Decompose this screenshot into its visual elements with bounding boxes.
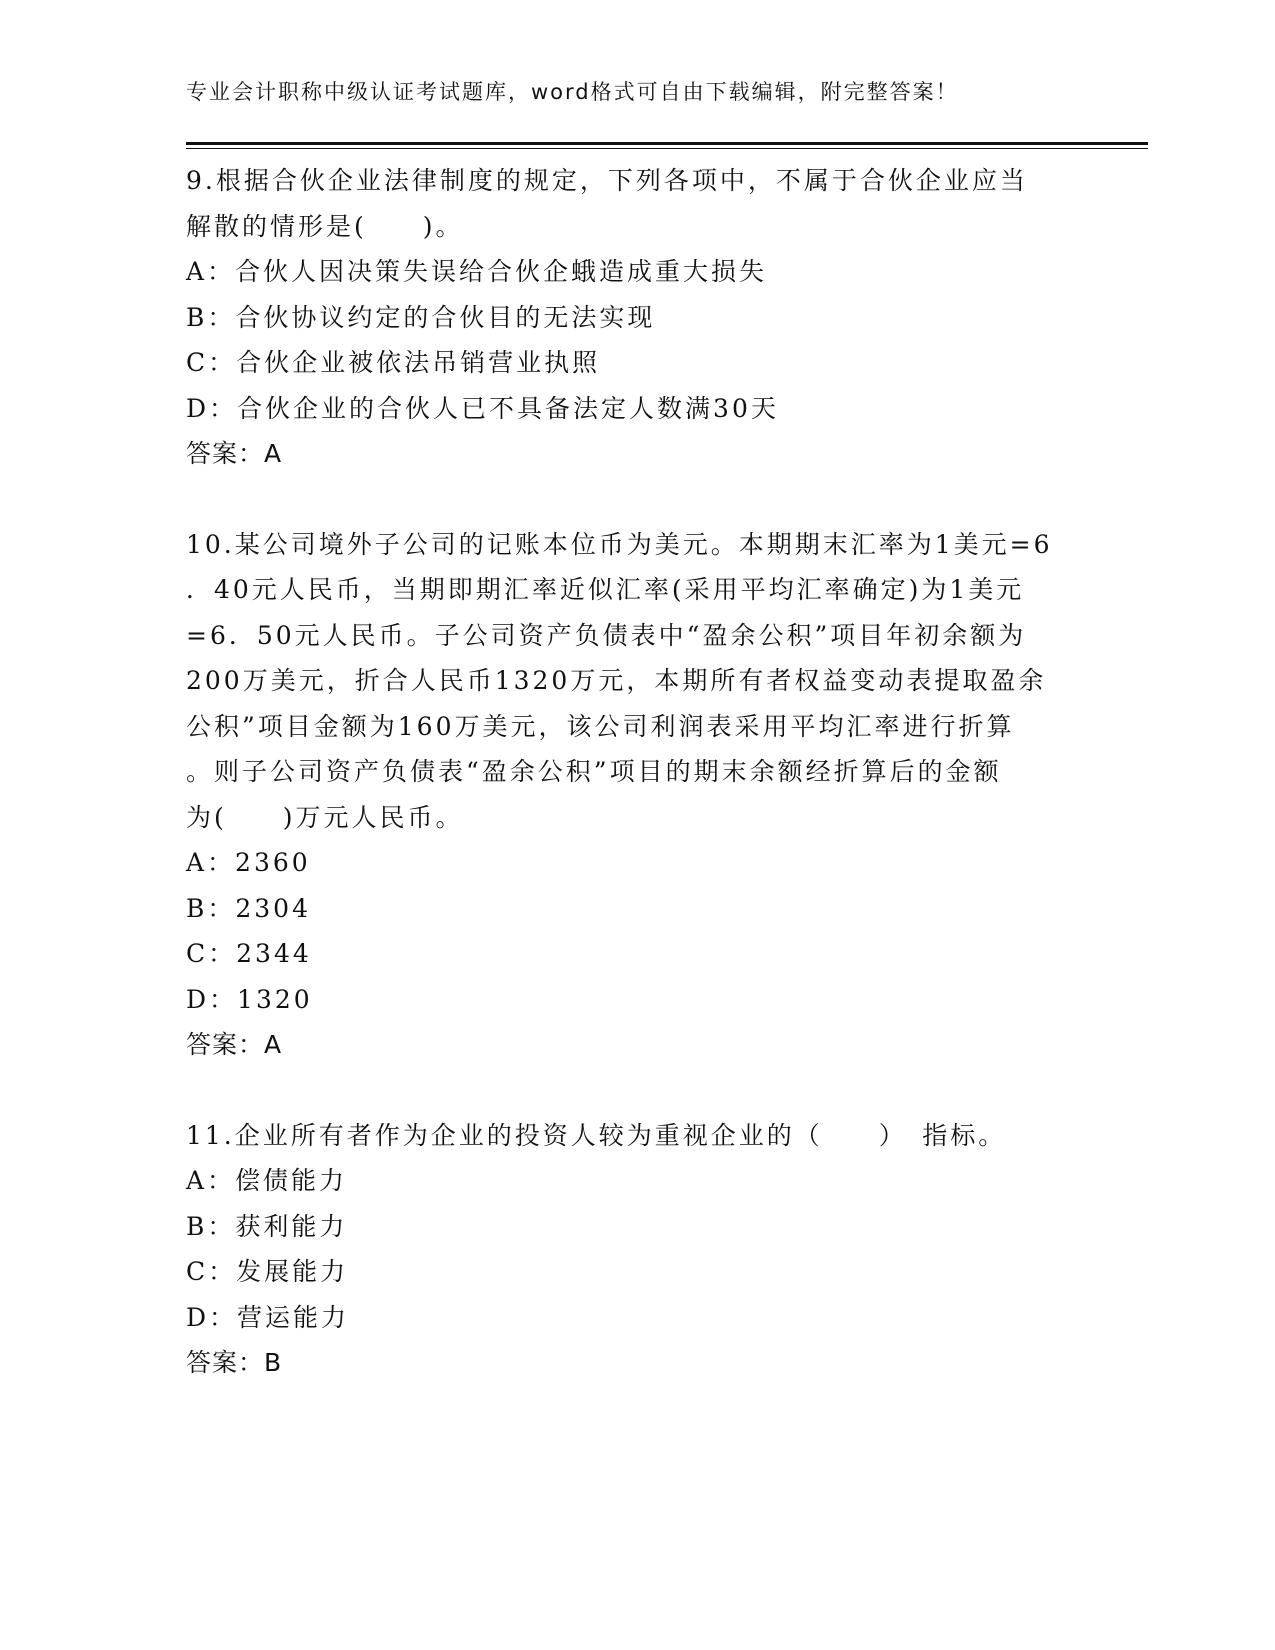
question-stem-line: 解散的情形是( )。 bbox=[186, 211, 464, 241]
header-rule-thick bbox=[186, 142, 1148, 145]
option-a: A：合伙人因决策失误给合伙企蛾造成重大损失 bbox=[186, 257, 768, 286]
question-list bbox=[186, 158, 1086, 1386]
question-spacer bbox=[186, 1068, 1086, 1113]
question-stem-line: 9.根据合伙企业法律制度的规定，下列各项中，不属于合伙企业应当 bbox=[186, 166, 1028, 195]
question-10 bbox=[186, 522, 1086, 1068]
page-header: 专业会计职称中级认证考试题库，word格式可自由下载编辑，附完整答案！ bbox=[186, 80, 959, 104]
question-stem-line: 10.某公司境外子公司的记账本位币为美元。本期期末汇率为1美元=6 bbox=[186, 529, 1053, 559]
option-c: C：发展能力 bbox=[186, 1257, 349, 1286]
option-c: C：2344 bbox=[186, 939, 312, 968]
header-rule-thin bbox=[186, 148, 1148, 149]
option-a: A：偿债能力 bbox=[186, 1166, 348, 1195]
option-c: C：合伙企业被依法吊销营业执照 bbox=[186, 348, 601, 377]
option-a: A：2360 bbox=[186, 848, 311, 877]
option-d: D：营运能力 bbox=[186, 1302, 350, 1332]
option-b: B：获利能力 bbox=[186, 1211, 348, 1241]
question-stem-line: 为( )万元人民币。 bbox=[186, 802, 464, 832]
question-stem-line: 11.企业所有者作为企业的投资人较为重视企业的（ ） 指标。 bbox=[186, 1120, 1007, 1150]
option-b: B：2304 bbox=[186, 893, 311, 923]
answer-label: 答案：B bbox=[186, 1348, 283, 1377]
question-11 bbox=[186, 1113, 1086, 1386]
answer-label: 答案：A bbox=[186, 439, 283, 468]
answer-label: 答案：A bbox=[186, 1030, 283, 1059]
question-stem-line: 。则子公司资产负债表“盈余公积”项目的期末余额经折算后的金额 bbox=[186, 757, 1002, 786]
question-stem-line: 公积”项目金额为160万美元，该公司利润表采用平均汇率进行折算 bbox=[186, 711, 1015, 741]
option-d: D：合伙企业的合伙人已不具备法定人数满30天 bbox=[186, 393, 779, 423]
option-d: D：1320 bbox=[186, 984, 313, 1014]
question-stem-line: =6．50元人民币。子公司资产负债表中“盈余公积”项目年初余额为 bbox=[186, 620, 1027, 650]
question-stem-line: 200万美元，折合人民币1320万元，本期所有者权益变动表提取盈余 bbox=[186, 666, 1047, 695]
question-9 bbox=[186, 158, 1086, 477]
question-spacer bbox=[186, 477, 1086, 522]
option-b: B：合伙协议约定的合伙目的无法实现 bbox=[186, 302, 656, 332]
question-stem-line: ．40元人民币，当期即期汇率近似汇率(采用平均汇率确定)为1美元 bbox=[186, 575, 1025, 604]
